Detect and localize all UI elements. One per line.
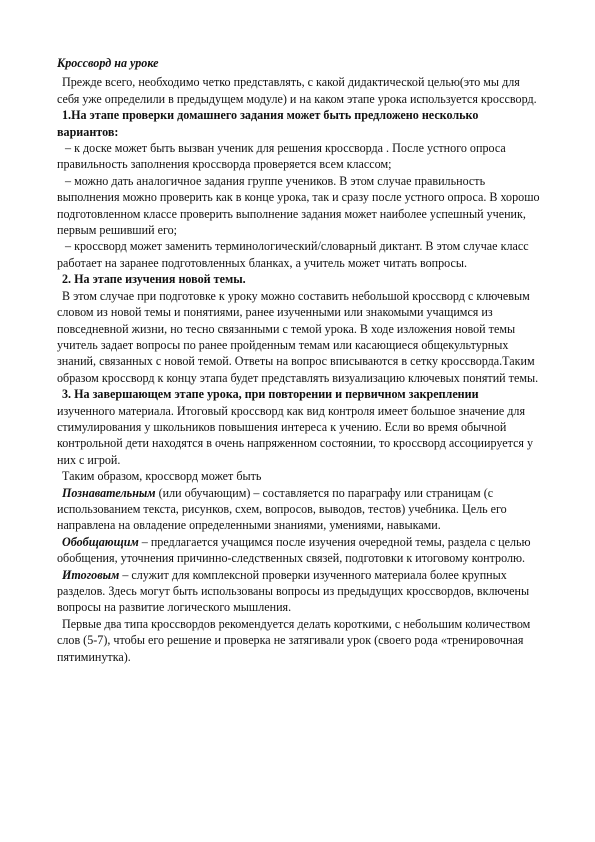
section-1-item: – можно дать аналогичное задания группе учеников. В этом случае правильность выполнения можно проверить как в конце урока, так и сразу после устного опроса. В хорошо подготовленном классе проверить выполнение задания может наиболее успешный ученик, первым решивший его; [57, 173, 540, 238]
type-description: – служит для комплексной проверки изученного материала более крупных разделов. Здесь могут быть использованы вопросы из предыдущих кроссвордов, включены вопросы на развитие логического мышления. [57, 567, 530, 615]
type-description: – предлагается учащимся после изучения очередной темы, раздела с целью обобщения, уточнения причинно-следственных связей, подготовки к итоговому контролю. [57, 534, 531, 566]
type-paragraph [57, 534, 542, 567]
section-1-item: – кроссворд может заменить терминологический/словарный диктант. В этом случае класс работает на заранее подготовленных бланках, а учитель может читать вопросы. [57, 239, 529, 270]
section-2-heading: 2. На этапе изучения новой темы. [62, 272, 246, 287]
document-page [57, 55, 542, 665]
type-paragraph [57, 567, 542, 616]
closing-paragraph: Первые два типа кроссвордов рекомендуется делать короткими, с небольшим количеством слов (5-7), чтобы его решение и проверка не затягивали урок (своего рода «тренировочная пятиминутка). [57, 616, 531, 664]
type-description: (или обучающим) – составляется по параграфу или страницам (с использованием текста, рисунков, схем, вопросов, выводов, тестов) учебника. Цель его направлена на овладение определенными знаниями, умениями, навыками. [57, 485, 507, 533]
section-1-heading: 1.На этапе проверки домашнего задания может быть предложено несколько вариантов: [57, 108, 479, 139]
type-paragraph [57, 485, 542, 534]
document-title: Кроссворд на уроке [57, 56, 159, 70]
section-3-paragraph: изученного материала. Итоговый кроссворд как вид контроля имеет большое значение для стимулирования у школьников повышения интереса к учению. Если во время обычной контрольной дети находятся в очень напряженном состоянии, то кроссворд ассоциируется у них с игрой. [57, 403, 534, 467]
section-2-paragraph: В этом случае при подготовке к уроку можно составить небольшой кроссворд с ключевым словом из новой темы и понятиями, ранее изученными или знакомыми учащимся из повседневной жизни, но тесно связанными с темой урока. В ходе изложения новой темы учитель задает вопросы по ранее пройденным темам или касающиеся общекультурных знаний, связанных с новой темой. Ответы на вопрос вписываются в сетку кроссворда.Таким образом кроссворд к концу этапа будет представлять визуализацию ключевых понятий темы. [57, 288, 539, 385]
section-3-heading: 3. На завершающем этапе урока, при повторении и первичном закреплении [62, 387, 479, 402]
intro-paragraph: Прежде всего, необходимо четко представлять, с какой дидактической целью(это мы для себя уже определили в предыдущем модуле) и на каком этапе урока используется кроссворд. [57, 75, 537, 106]
summary-line: Таким образом, кроссворд может быть [62, 469, 262, 484]
section-1-item: – к доске может быть вызван ученик для решения кроссворда . После устного опроса правильность заполнения кроссворда проверяется всем классом; [57, 141, 506, 172]
type-term: Познавательным [62, 485, 156, 500]
type-term: Итоговым [62, 567, 120, 582]
type-term: Обобщающим [62, 534, 139, 549]
